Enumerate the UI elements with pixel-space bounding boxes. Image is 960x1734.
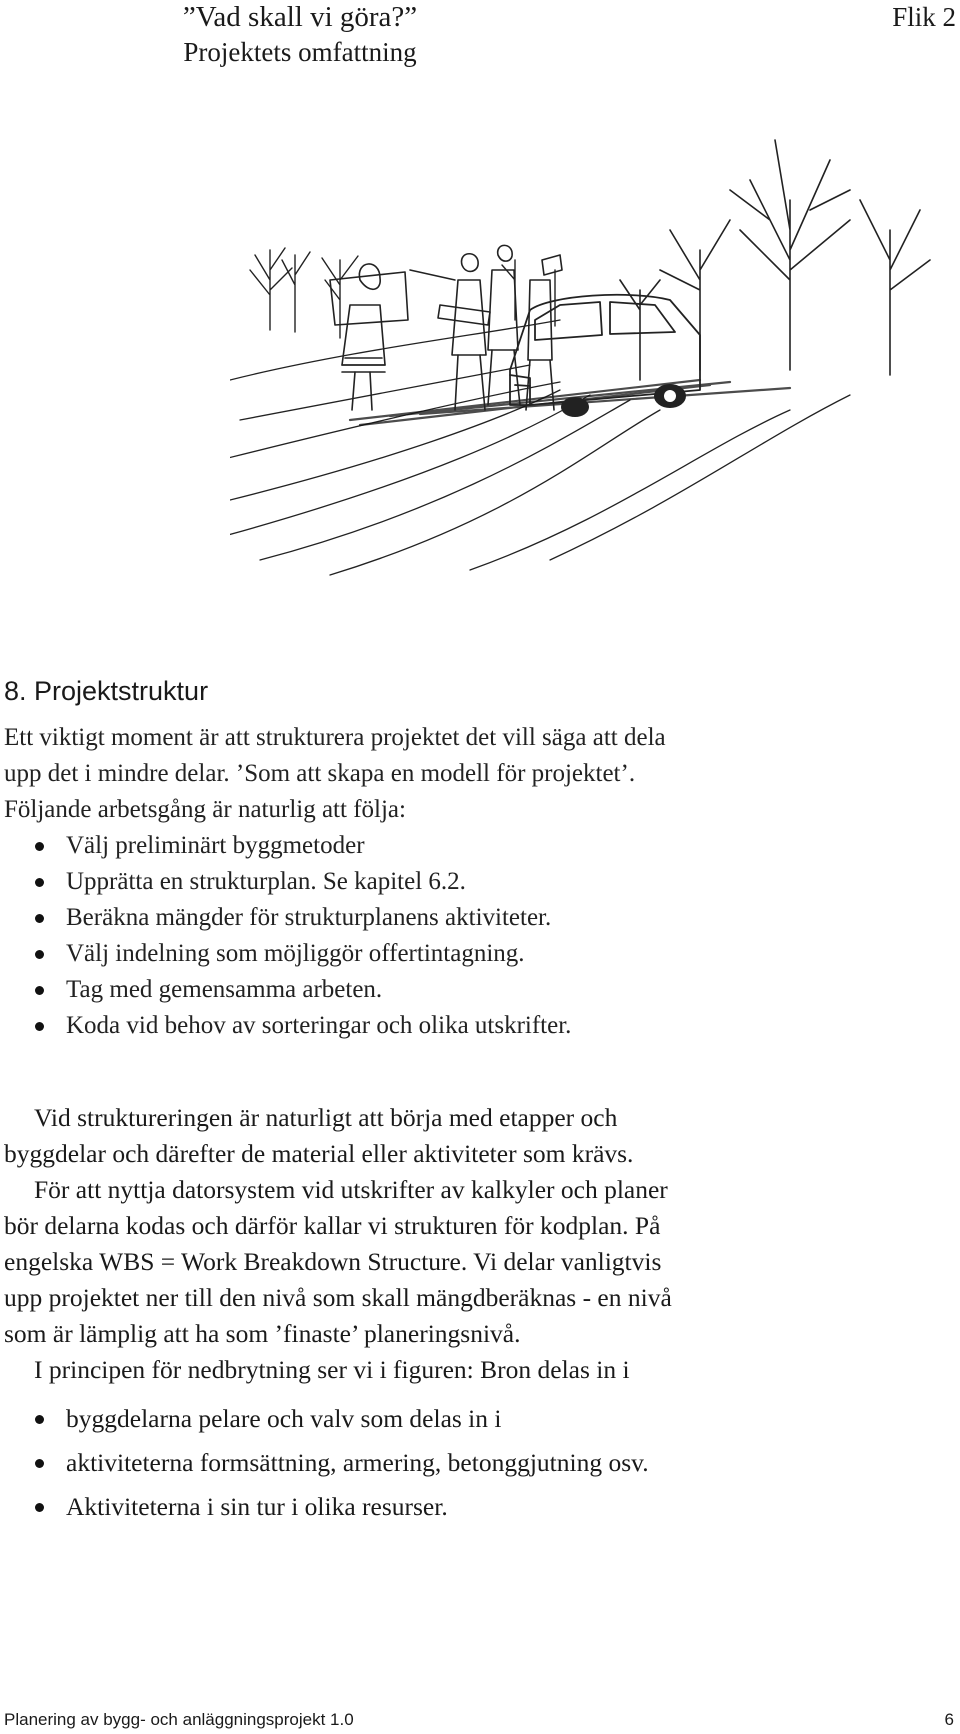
page-number: 6	[944, 1710, 954, 1729]
page-title: ”Vad skall vi göra?”	[182, 1, 418, 33]
body-line: byggdelar och därefter de material eller aktiviteter som krävs.	[4, 1139, 634, 1168]
list-item: Tag med gemensamma arbeten.	[4, 972, 944, 1008]
list-item: Beräkna mängder för strukturplanens aktiviteter.	[4, 900, 944, 936]
body-line: Vid struktureringen är naturligt att börja med etapper och	[34, 1103, 618, 1132]
intro-paragraph	[4, 720, 944, 828]
section-heading: 8. Projektstruktur	[4, 676, 209, 706]
body-paragraph	[4, 1100, 944, 1388]
page-subtitle: Projektets omfattning	[183, 37, 417, 67]
list-item: Välj indelning som möjliggör offertintagning.	[4, 936, 944, 972]
body-line: engelska WBS = Work Breakdown Structure. Vi delar vanligtvis	[4, 1247, 662, 1276]
list-item: Aktiviteterna i sin tur i olika resurser.	[4, 1485, 944, 1529]
body-line: som är lämplig att ha som ’finaste’ planeringsnivå.	[4, 1319, 521, 1348]
intro-line: Ett viktigt moment är att strukturera projektet det vill säga att dela	[4, 724, 666, 751]
field-survey-sketch	[230, 120, 950, 580]
list-item: Koda vid behov av sorteringar och olika utskrifter.	[4, 1008, 944, 1044]
tab-label: Flik 2	[892, 2, 956, 32]
list-item: Upprätta en strukturplan. Se kapitel 6.2.	[4, 864, 944, 900]
footer-text: Planering av bygg- och anläggningsprojekt 1.0	[4, 1710, 354, 1729]
list-item: Välj preliminärt byggmetoder	[4, 828, 944, 864]
body-line: bör delarna kodas och därför kallar vi strukturen för kodplan. På	[4, 1211, 661, 1240]
list-item: byggdelarna pelare och valv som delas in i	[4, 1397, 944, 1441]
body-line: upp projektet ner till den nivå som skall mängdberäknas - en nivå	[4, 1283, 672, 1312]
intro-line: Följande arbetsgång är naturlig att följa:	[4, 796, 406, 823]
intro-line: upp det i mindre delar. ’Som att skapa en modell för projektet’.	[4, 760, 636, 787]
list-item: aktiviteterna formsättning, armering, betonggjutning osv.	[4, 1441, 944, 1485]
body-line: I principen för nedbrytning ser vi i figuren: Bron delas in i	[34, 1355, 630, 1384]
parts-list	[4, 1397, 944, 1529]
steps-list	[4, 828, 944, 1044]
body-line: För att nyttja datorsystem vid utskrifter av kalkyler och planer	[34, 1175, 668, 1204]
